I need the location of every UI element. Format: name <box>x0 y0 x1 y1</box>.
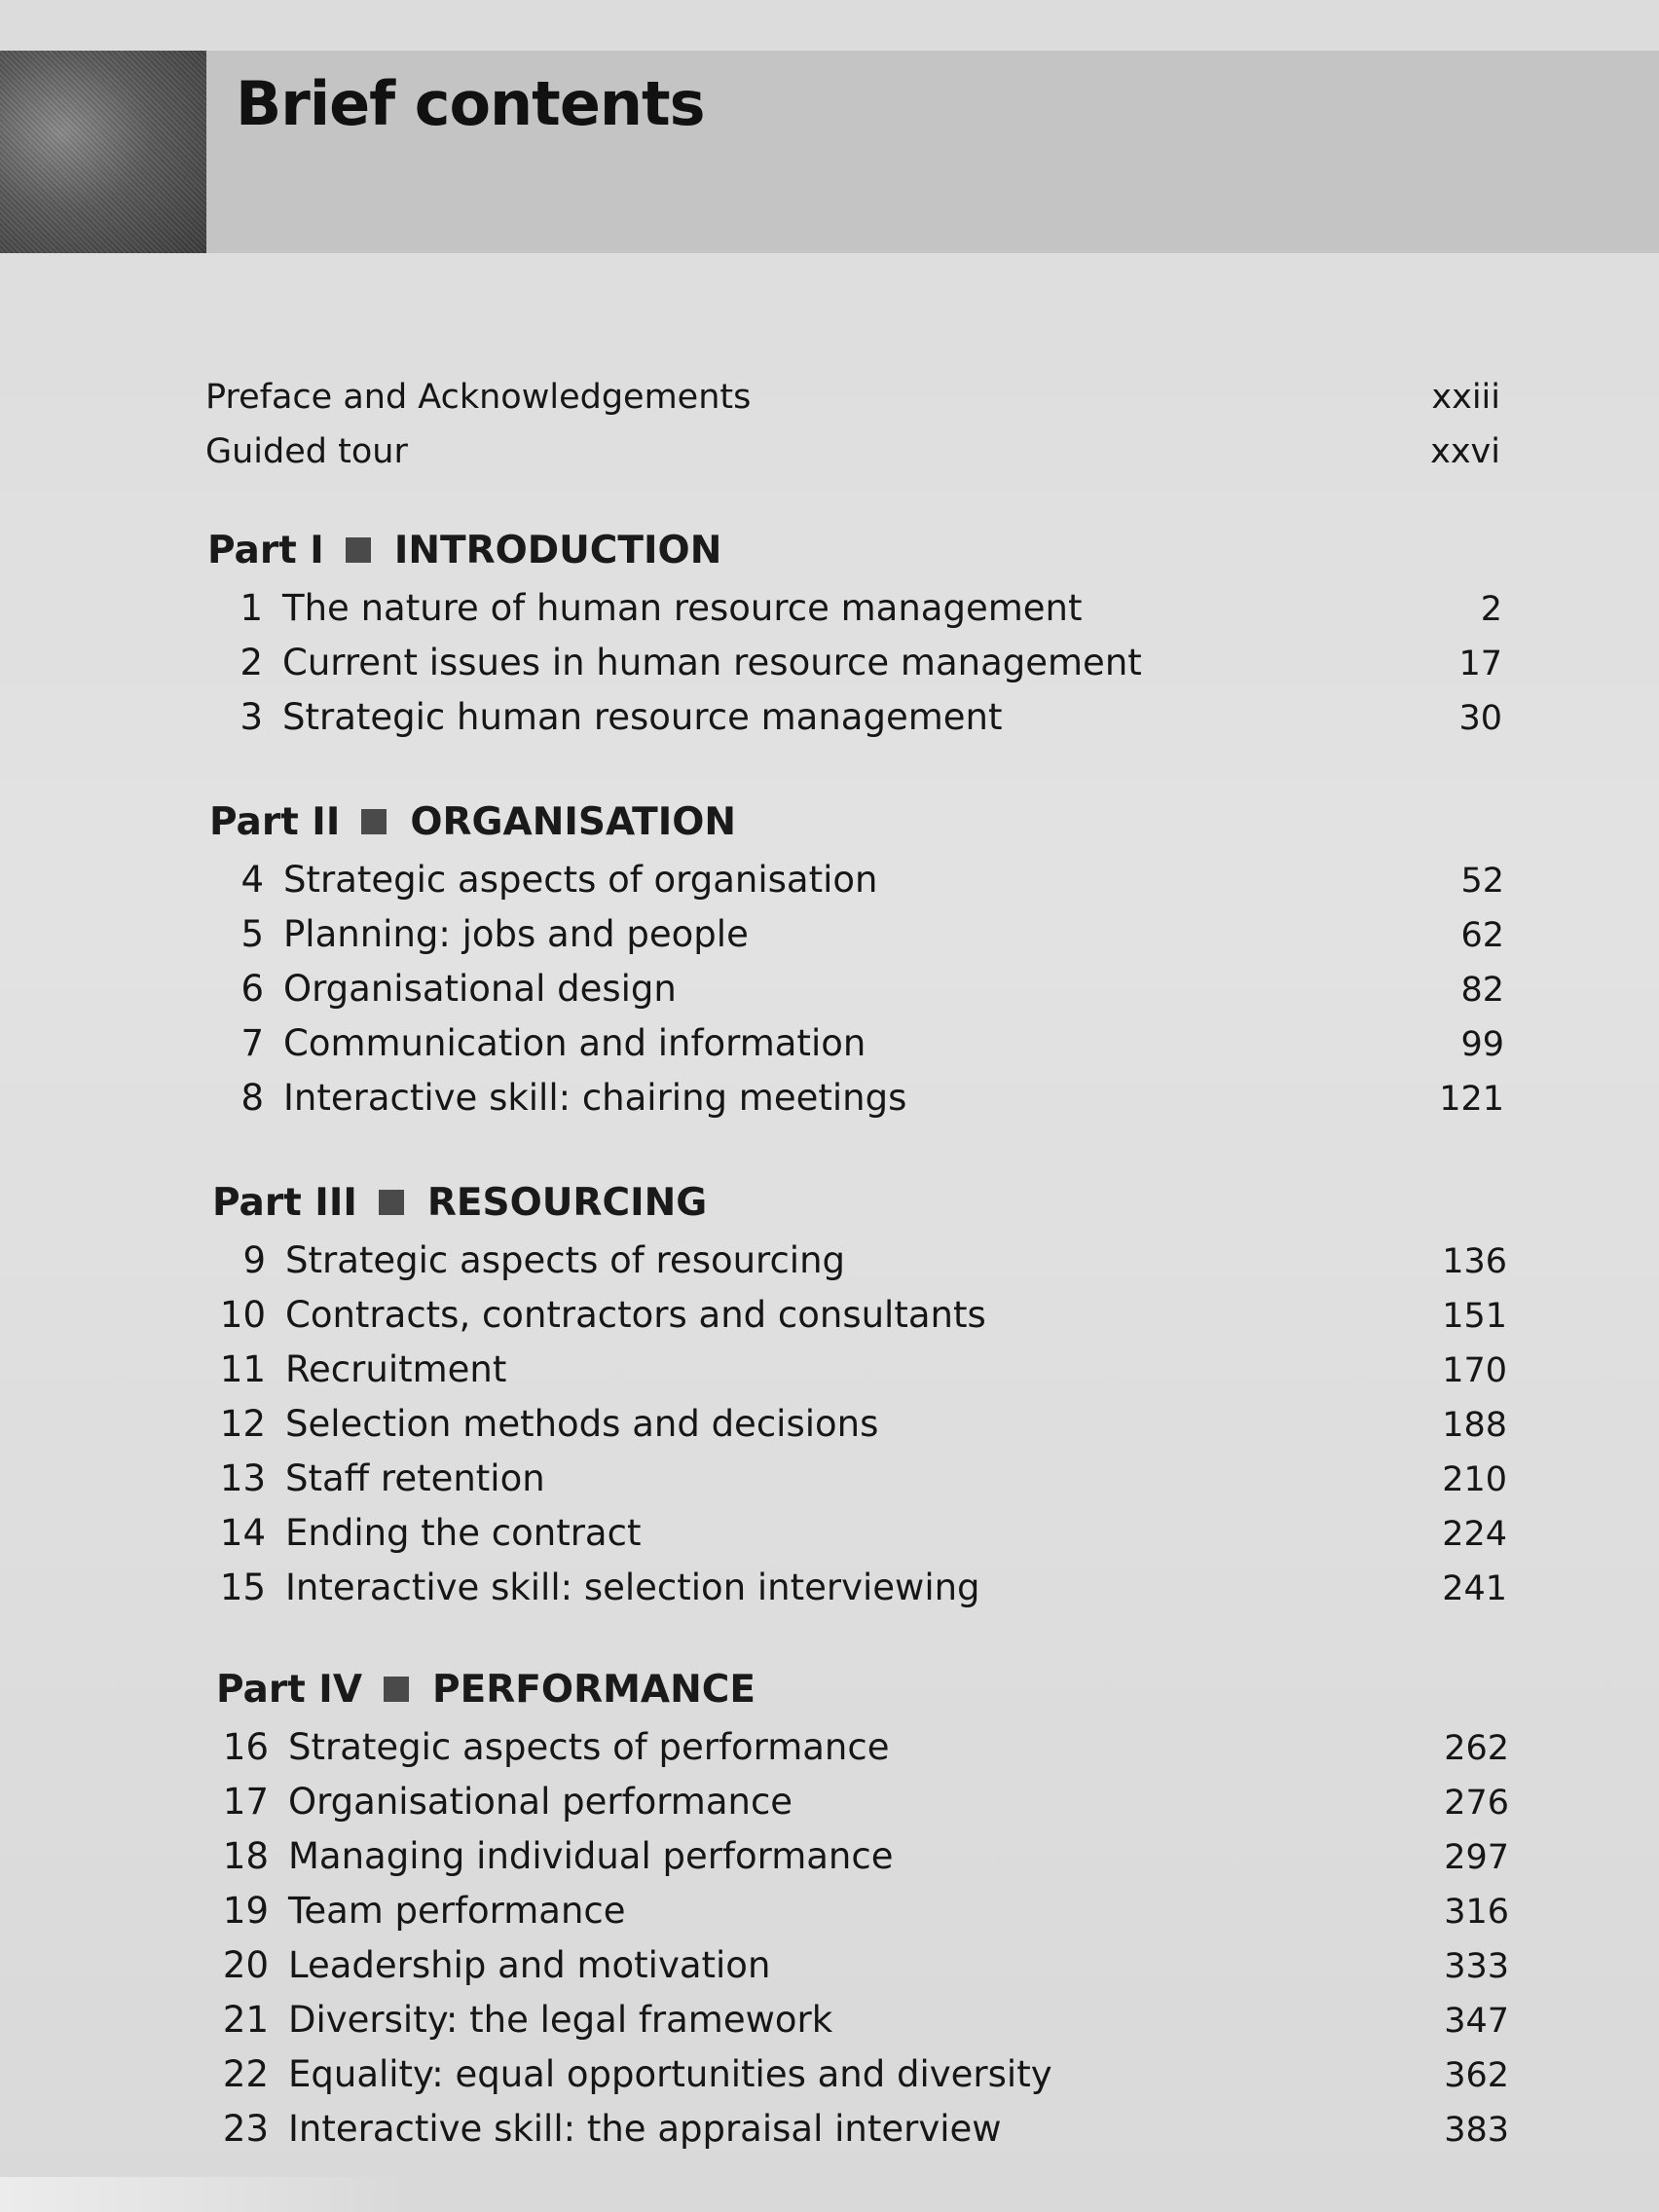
watermark <box>0 2177 409 2212</box>
chapter-number: 4 <box>240 859 264 901</box>
toc-entry[interactable] <box>218 1999 1509 2053</box>
chapter-page: 362 <box>1444 2056 1509 2095</box>
chapter-number: 2 <box>240 642 263 683</box>
chapter-title: Managing individual performance <box>288 1835 894 1877</box>
toc-entry[interactable] <box>212 696 1502 751</box>
chapter-page: 297 <box>1444 1838 1509 1877</box>
chapter-number: 22 <box>222 2053 269 2095</box>
chapter-number: 10 <box>219 1294 266 1336</box>
part-heading-resourcing <box>212 1173 707 1232</box>
chapter-title: Organisational performance <box>288 1781 793 1823</box>
toc-entry[interactable] <box>215 1457 1507 1512</box>
chapter-title: Ending the contract <box>285 1512 642 1554</box>
chapter-title: Equality: equal opportunities and diversity <box>288 2053 1052 2095</box>
chapter-page: 2 <box>1480 590 1502 629</box>
chapter-number: 3 <box>240 696 263 738</box>
part-name: ORGANISATION <box>410 799 737 844</box>
chapter-page: 121 <box>1439 1080 1504 1119</box>
chapter-page: 52 <box>1460 862 1504 901</box>
chapter-number: 18 <box>222 1835 269 1877</box>
chapter-page: 241 <box>1442 1569 1507 1608</box>
toc-entry[interactable] <box>218 2108 1509 2162</box>
toc-entry[interactable] <box>218 1726 1509 1781</box>
entry-page: xxiii <box>1431 378 1500 417</box>
chapter-number: 17 <box>222 1781 269 1823</box>
chapter-title: Current issues in human resource management <box>282 642 1142 683</box>
chapter-title: Strategic aspects of organisation <box>283 859 878 901</box>
chapter-title: Interactive skill: chairing meetings <box>283 1077 907 1119</box>
toc-entry[interactable] <box>218 1944 1509 1999</box>
toc-entry[interactable] <box>215 1348 1507 1403</box>
chapter-title: Leadership and motivation <box>288 1944 771 1986</box>
toc-entry[interactable] <box>213 1077 1504 1131</box>
part-name: PERFORMANCE <box>432 1667 756 1712</box>
chapter-page: 82 <box>1460 971 1504 1010</box>
chapter-number: 6 <box>240 968 264 1010</box>
toc-entry-guided-tour[interactable] <box>205 432 1500 487</box>
chapter-number: 7 <box>240 1022 264 1064</box>
chapter-number: 23 <box>222 2108 269 2150</box>
toc-entry-preface[interactable] <box>205 378 1500 432</box>
toc-entry[interactable] <box>215 1403 1507 1457</box>
chapter-title: Contracts, contractors and consultants <box>285 1294 986 1336</box>
toc-entry[interactable] <box>213 913 1504 968</box>
chapter-page: 262 <box>1444 1729 1509 1768</box>
toc-entry[interactable] <box>218 1890 1509 1944</box>
chapter-title: Organisational design <box>283 968 677 1010</box>
toc-entry[interactable] <box>212 587 1502 642</box>
page-title: Brief contents <box>236 68 705 139</box>
toc-entry[interactable] <box>215 1294 1507 1348</box>
chapter-title: Planning: jobs and people <box>283 913 749 955</box>
part-label: Part II <box>209 799 341 844</box>
toc-entry[interactable] <box>218 1781 1509 1835</box>
chapter-title: Team performance <box>288 1890 626 1932</box>
chapter-number: 16 <box>222 1726 269 1768</box>
chapter-title: Staff retention <box>285 1457 545 1499</box>
toc-entry[interactable] <box>215 1239 1507 1294</box>
chapter-page: 276 <box>1444 1784 1509 1823</box>
chapter-number: 9 <box>242 1239 266 1281</box>
chapter-page: 210 <box>1442 1460 1507 1499</box>
entry-title: Guided tour <box>205 432 408 471</box>
chapter-number: 5 <box>240 913 264 955</box>
chapter-page: 333 <box>1444 1947 1509 1986</box>
part-label: Part III <box>212 1180 357 1225</box>
chapter-number: 21 <box>222 1999 269 2041</box>
chapter-page: 99 <box>1460 1025 1504 1064</box>
chapter-title: Communication and information <box>283 1022 866 1064</box>
part-label: Part IV <box>216 1667 363 1712</box>
chapter-title: Diversity: the legal framework <box>288 1999 833 2041</box>
chapter-title: Selection methods and decisions <box>285 1403 879 1445</box>
toc-entry[interactable] <box>213 968 1504 1022</box>
chapter-page: 316 <box>1444 1893 1509 1932</box>
chapter-page: 170 <box>1442 1351 1507 1390</box>
chapter-page: 188 <box>1442 1406 1507 1445</box>
chapter-number: 14 <box>219 1512 266 1554</box>
part-label: Part I <box>207 528 324 572</box>
square-bullet-icon <box>361 809 387 834</box>
chapter-title: The nature of human resource management <box>282 587 1083 629</box>
chapter-title: Strategic aspects of resourcing <box>285 1239 846 1281</box>
chapter-title: Interactive skill: selection interviewing <box>285 1567 980 1608</box>
toc-entry[interactable] <box>213 1022 1504 1077</box>
chapter-number: 11 <box>219 1348 266 1390</box>
part-name: INTRODUCTION <box>393 528 722 572</box>
chapter-page: 17 <box>1458 645 1502 683</box>
toc-entry[interactable] <box>215 1512 1507 1567</box>
chapter-title: Interactive skill: the appraisal interview <box>288 2108 1002 2150</box>
square-bullet-icon <box>346 537 371 563</box>
chapter-page: 347 <box>1444 2002 1509 2041</box>
header-photo <box>0 51 206 253</box>
chapter-page: 30 <box>1458 699 1502 738</box>
chapter-page: 383 <box>1444 2111 1509 2150</box>
square-bullet-icon <box>379 1190 404 1215</box>
toc-entry[interactable] <box>212 642 1502 696</box>
part-name: RESOURCING <box>426 1180 708 1225</box>
toc-entry[interactable] <box>218 2053 1509 2108</box>
chapter-page: 224 <box>1442 1515 1507 1554</box>
chapter-page: 136 <box>1442 1242 1507 1281</box>
toc-entry[interactable] <box>215 1567 1507 1621</box>
chapter-page: 62 <box>1460 916 1504 955</box>
chapter-title: Strategic aspects of performance <box>288 1726 890 1768</box>
chapter-number: 12 <box>219 1403 266 1445</box>
part-heading-organisation <box>209 793 736 851</box>
toc-entry[interactable] <box>213 859 1504 913</box>
chapter-title: Strategic human resource management <box>282 696 1003 738</box>
chapter-page: 151 <box>1442 1297 1507 1336</box>
part-heading-introduction <box>207 521 721 579</box>
part-heading-performance <box>216 1660 756 1718</box>
chapter-number: 1 <box>240 587 263 629</box>
chapter-number: 8 <box>240 1077 264 1119</box>
chapter-number: 20 <box>222 1944 269 1986</box>
entry-page: xxvi <box>1430 432 1500 471</box>
toc-entry[interactable] <box>218 1835 1509 1890</box>
chapter-title: Recruitment <box>285 1348 507 1390</box>
chapter-number: 13 <box>219 1457 266 1499</box>
square-bullet-icon <box>384 1677 409 1702</box>
chapter-number: 19 <box>222 1890 269 1932</box>
entry-title: Preface and Acknowledgements <box>205 378 752 417</box>
chapter-number: 15 <box>219 1567 266 1608</box>
